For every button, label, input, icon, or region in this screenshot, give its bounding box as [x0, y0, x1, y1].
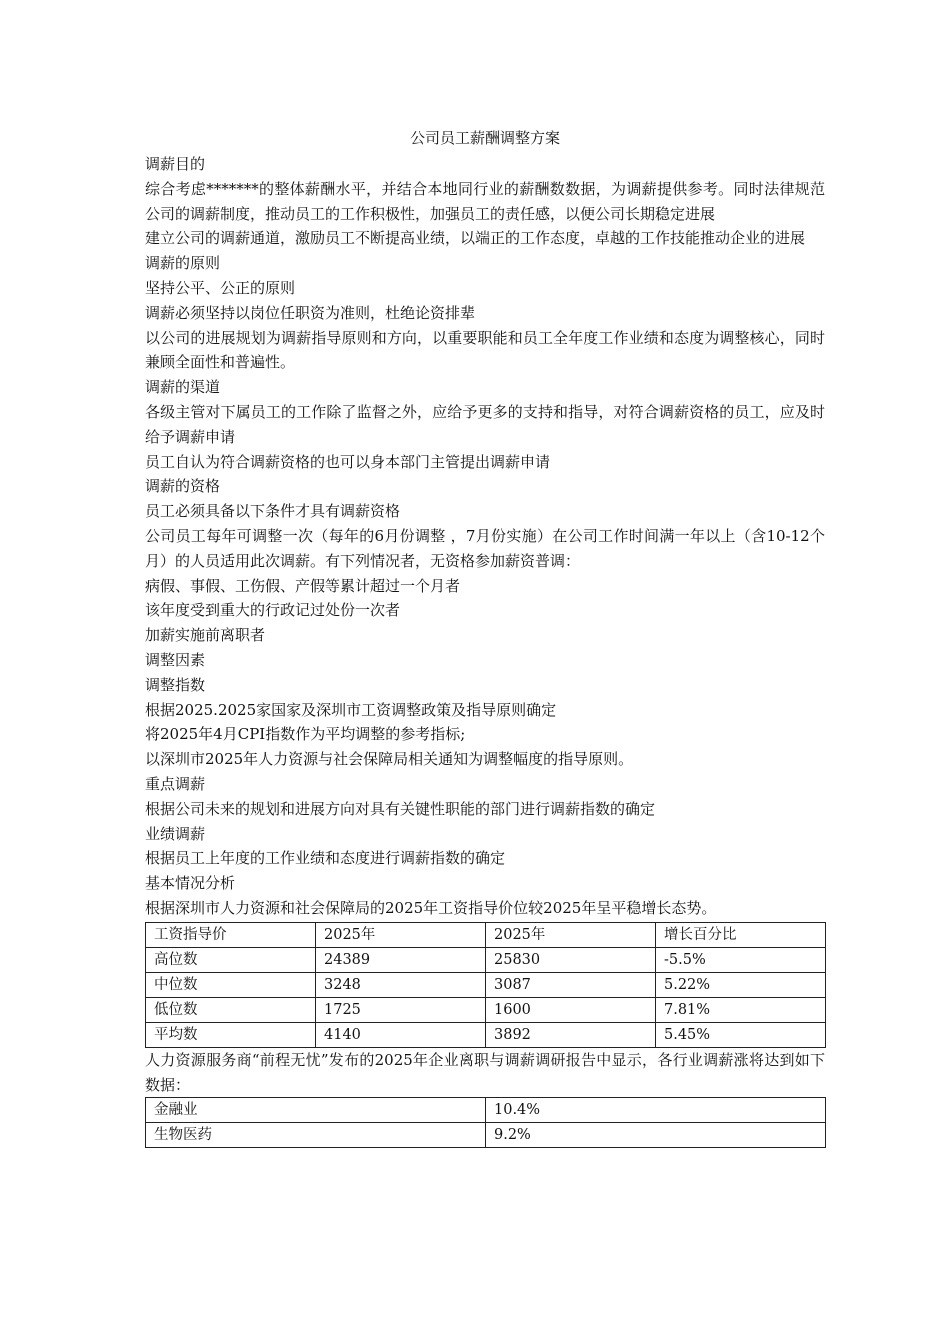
table-cell: 3248	[316, 972, 486, 997]
heading-performance-adjustment: 业绩调薪	[145, 824, 206, 843]
heading-analysis: 基本情况分析	[145, 874, 236, 893]
table-cell: 5.22%	[656, 972, 826, 997]
paragraph: 根据公司未来的规划和进展方向对具有关键性职能的部门进行调薪指数的确定	[145, 799, 656, 818]
body-section-a	[145, 152, 825, 921]
paragraph: 员工自认为符合调薪资格的也可以身本部门主管提出调薪申请	[145, 452, 551, 471]
heading-channels: 调薪的渠道	[145, 378, 221, 397]
table-cell: 高位数	[146, 947, 316, 972]
table-header-row	[146, 922, 826, 947]
paragraph: 根据员工上年度的工作业绩和态度进行调薪指数的确定	[145, 849, 506, 868]
paragraph: 员工必须具备以下条件才具有调薪资格	[145, 502, 401, 521]
table-cell: 1600	[486, 997, 656, 1022]
table-cell: 金融业	[146, 1098, 486, 1123]
paragraph: 各级主管对下属员工的工作除了监督之外，应给予更多的支持和指导，对符合调薪资格的员工，应及时给予调薪申请	[145, 402, 825, 446]
table-cell: 生物医药	[146, 1123, 486, 1148]
heading-eligibility: 调薪的资格	[145, 477, 221, 496]
paragraph: 加薪实施前离职者	[145, 626, 266, 645]
paragraph: 根据2025.2025家国家及深圳市工资调整政策及指导原则确定	[145, 700, 557, 719]
table-cell: 7.81%	[656, 997, 826, 1022]
heading-key-adjustment: 重点调薪	[145, 774, 206, 793]
table-row	[146, 972, 826, 997]
table-header-cell: 工资指导价	[146, 922, 316, 947]
document-title: 公司员工薪酬调整方案	[409, 129, 560, 147]
paragraph: 该年度受到重大的行政记过处份一次者	[145, 601, 401, 620]
paragraph: 公司员工每年可调整一次（每年的6月份调整 ，7月份实施）在公司工作时间满一年以上（含10-12个月）的人员适用此次调薪。有下列情况者，无资格参加薪资普调：	[145, 526, 825, 570]
table-cell: 24389	[316, 947, 486, 972]
paragraph: 以深圳市2025年人力资源与社会保障局相关通知为调整幅度的指导原则。	[145, 750, 634, 769]
table-row	[146, 1098, 826, 1123]
table-cell: 3087	[486, 972, 656, 997]
heading-principles: 调薪的原则	[145, 254, 221, 273]
heading-index: 调整指数	[145, 675, 206, 694]
table-cell: 4140	[316, 1022, 486, 1047]
table-cell: 平均数	[146, 1022, 316, 1047]
table-cell: 5.45%	[656, 1022, 826, 1047]
paragraph: 病假、事假、工伤假、产假等累计超过一个月者	[145, 576, 461, 595]
table-cell: 25830	[486, 947, 656, 972]
table-header-cell: 2025年	[486, 922, 656, 947]
table-row	[146, 1022, 826, 1047]
heading-purpose: 调薪目的	[145, 155, 206, 173]
table-cell: 1725	[316, 997, 486, 1022]
table-cell: 低位数	[146, 997, 316, 1022]
industry-raise-table	[145, 1097, 826, 1148]
table-cell: 3892	[486, 1022, 656, 1047]
table-header-cell: 2025年	[316, 922, 486, 947]
document-page	[145, 126, 825, 1148]
paragraph: 将2025年4月CPI指数作为平均调整的参考指标;	[145, 725, 466, 744]
paragraph: 坚持公平、公正的原则	[145, 278, 296, 297]
paragraph: 人力资源服务商“前程无忧”发布的2025年企业离职与调薪调研报告中显示，各行业调薪涨将达到如下数据：	[145, 1050, 825, 1094]
paragraph: 建立公司的调薪通道，激励员工不断提高业绩，以端正的工作态度，卓越的工作技能推动企业的进展	[145, 229, 806, 248]
paragraph: 根据深圳市人力资源和社会保障局的2025年工资指导价位较2025年呈平稳增长态势。	[145, 898, 717, 917]
table-header-cell: 增长百分比	[656, 922, 826, 947]
table-row	[146, 947, 826, 972]
paragraph: 综合考虑*******的整体薪酬水平，并结合本地同行业的薪酬数数据，为调薪提供参考。同时法律规范公司的调薪制度，推动员工的工作积极性，加强员工的责任感，以便公司长期稳定进展	[145, 179, 825, 223]
paragraph: 以公司的进展规划为调薪指导原则和方向，以重要职能和员工全年度工作业绩和态度为调整核心，同时兼顾全面性和普遍性。	[145, 328, 825, 372]
heading-factors: 调整因素	[145, 650, 206, 669]
table-cell: 10.4%	[486, 1098, 826, 1123]
table-cell: 9.2%	[486, 1123, 826, 1148]
table-cell: -5.5%	[656, 947, 826, 972]
paragraph: 调薪必须坚持以岗位任职资为准则，杜绝论资排辈	[145, 303, 476, 322]
wage-guidance-table	[145, 922, 826, 1048]
table-row	[146, 1123, 826, 1148]
table-cell: 中位数	[146, 972, 316, 997]
table-row	[146, 997, 826, 1022]
